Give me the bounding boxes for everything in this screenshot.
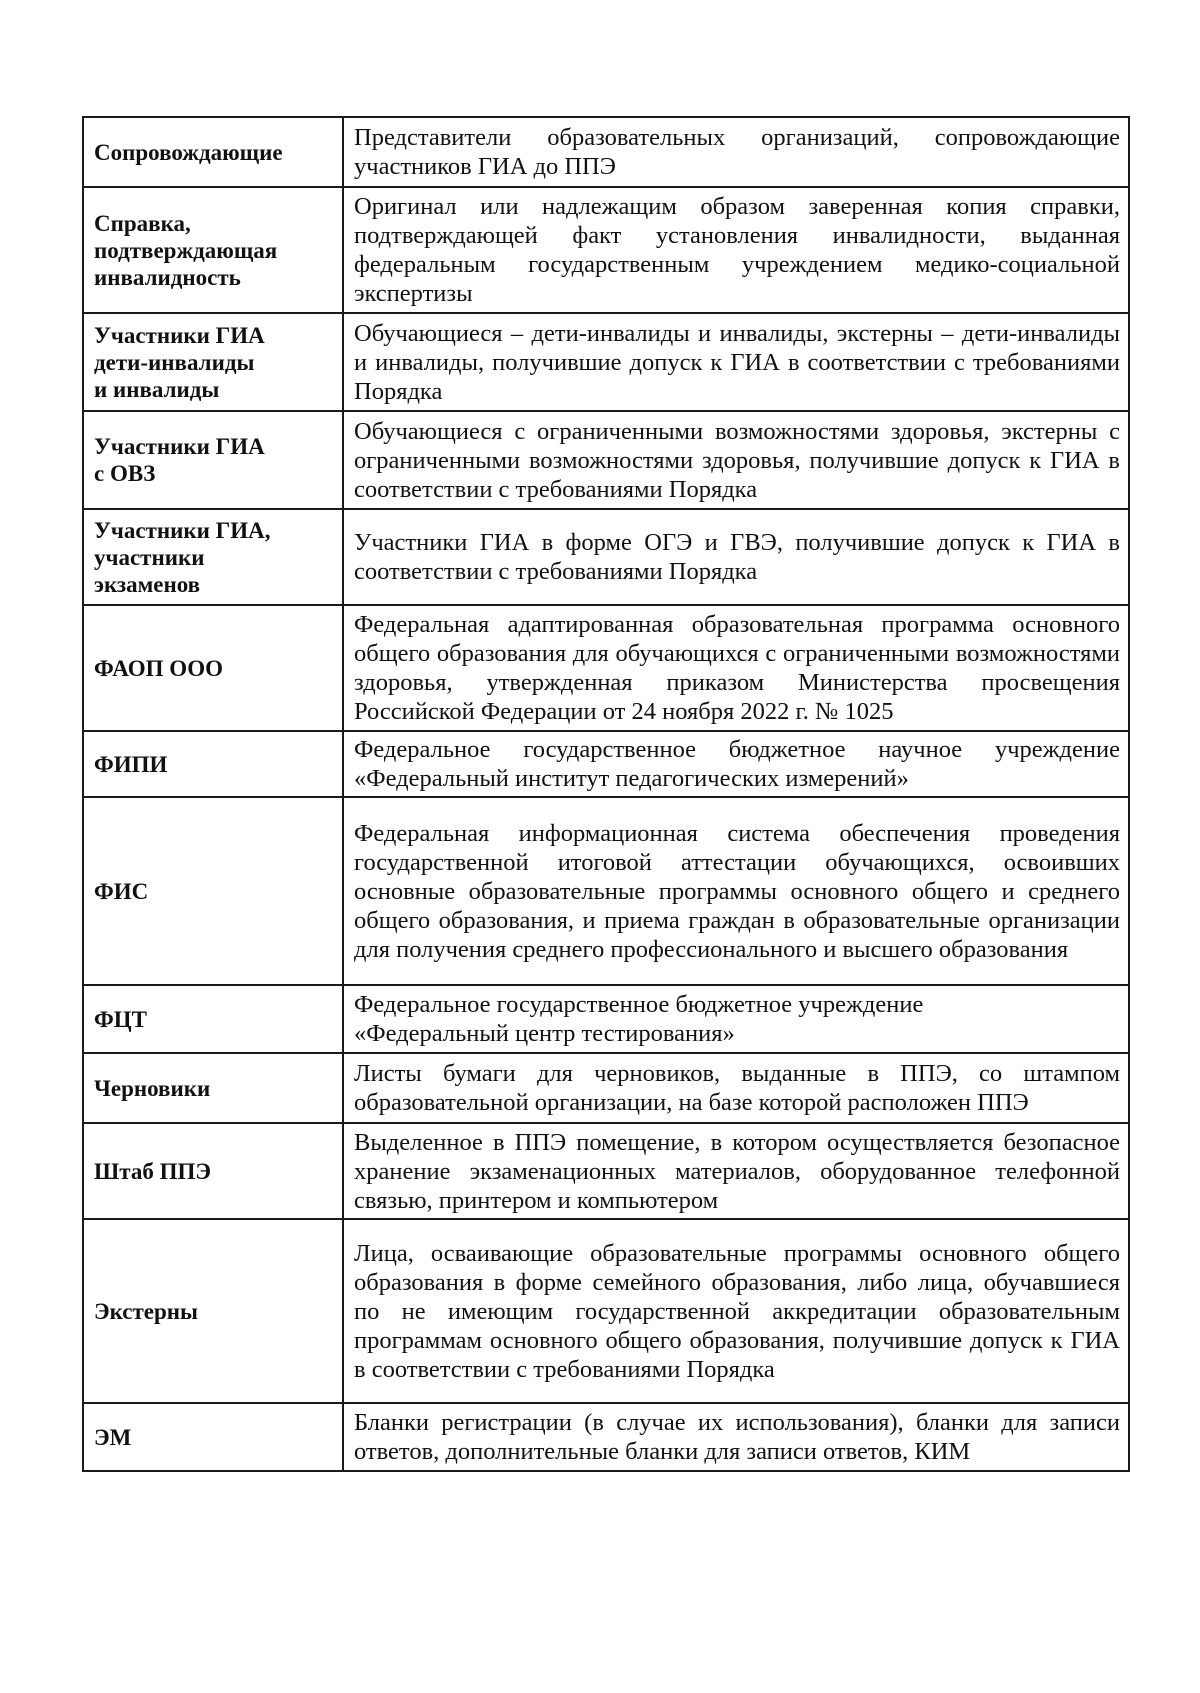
term-cell: ФЦТ xyxy=(83,985,343,1053)
term-cell: Черновики xyxy=(83,1053,343,1123)
term-cell: Участники ГИА дети-инвалиды и инвалиды xyxy=(83,313,343,411)
definition-cell: Федеральное государственное бюджетное научное учреждение «Федеральный институт педагогических измерений» xyxy=(343,731,1129,797)
definition-cell: Федеральная адаптированная образовательная программа основного общего образования для обучающихся с ограниченными возможностями здоровья, утвержденная приказом Министерства просвещения Российской Федерации от 24 ноября 2022 г. № 1025 xyxy=(343,605,1129,731)
definition-cell: Участники ГИА в форме ОГЭ и ГВЭ, получившие допуск к ГИА в соответствии с требованиями Порядка xyxy=(343,509,1129,605)
glossary-table xyxy=(82,116,1130,1472)
term-cell: Участники ГИА с ОВЗ xyxy=(83,411,343,509)
table-row xyxy=(83,605,1129,731)
definition-cell: Бланки регистрации (в случае их использования), бланки для записи ответов, дополнительные бланки для записи ответов, КИМ xyxy=(343,1403,1129,1471)
term-cell: Штаб ППЭ xyxy=(83,1123,343,1219)
definition-cell: Представители образовательных организаций, сопровождающие участников ГИА до ППЭ xyxy=(343,117,1129,187)
definition-cell: Обучающиеся – дети-инвалиды и инвалиды, экстерны – дети-инвалиды и инвалиды, получившие допуск к ГИА в соответствии с требованиями Порядка xyxy=(343,313,1129,411)
definition-cell: Оригинал или надлежащим образом заверенная копия справки, подтверждающей факт установления инвалидности, выданная федеральным государственным учреждением медико-социальной экспертизы xyxy=(343,187,1129,313)
term-cell: ФИПИ xyxy=(83,731,343,797)
term-cell: ФИС xyxy=(83,797,343,985)
table-row xyxy=(83,985,1129,1053)
table-row xyxy=(83,313,1129,411)
definition-cell: Обучающиеся с ограниченными возможностями здоровья, экстерны с ограниченными возможностями здоровья, получившие допуск к ГИА в соответствии с требованиями Порядка xyxy=(343,411,1129,509)
term-cell: Сопровождающие xyxy=(83,117,343,187)
term-cell: Справка, подтверждающая инвалидность xyxy=(83,187,343,313)
table-row xyxy=(83,797,1129,985)
definition-cell: Листы бумаги для черновиков, выданные в ППЭ, со штампом образовательной организации, на базе которой расположен ППЭ xyxy=(343,1053,1129,1123)
definition-cell: Выделенное в ППЭ помещение, в котором осуществляется безопасное хранение экзаменационных материалов, оборудованное телефонной связью, принтером и компьютером xyxy=(343,1123,1129,1219)
table-row xyxy=(83,731,1129,797)
table-row xyxy=(83,509,1129,605)
term-cell: ФАОП ООО xyxy=(83,605,343,731)
table-row xyxy=(83,1403,1129,1471)
definition-cell: Федеральное государственное бюджетное учреждение «Федеральный центр тестирования» xyxy=(343,985,1129,1053)
term-cell: Участники ГИА, участники экзаменов xyxy=(83,509,343,605)
table-row xyxy=(83,187,1129,313)
table-row xyxy=(83,411,1129,509)
definition-cell: Федеральная информационная система обеспечения проведения государственной итоговой аттестации обучающихся, освоивших основные образовательные программы основного общего и среднего общего образования, и приема граждан в образовательные организации для получения среднего профессионального и высшего образования xyxy=(343,797,1129,985)
table-row xyxy=(83,117,1129,187)
definition-cell: Лица, осваивающие образовательные программы основного общего образования в форме семейного образования, либо лица, обучавшиеся по не имеющим государственной аккредитации образовательным программам основного общего образования, получившие допуск к ГИА в соответствии с требованиями Порядка xyxy=(343,1219,1129,1403)
term-cell: ЭМ xyxy=(83,1403,343,1471)
table-row xyxy=(83,1123,1129,1219)
table-row xyxy=(83,1053,1129,1123)
term-cell: Экстерны xyxy=(83,1219,343,1403)
table-row xyxy=(83,1219,1129,1403)
